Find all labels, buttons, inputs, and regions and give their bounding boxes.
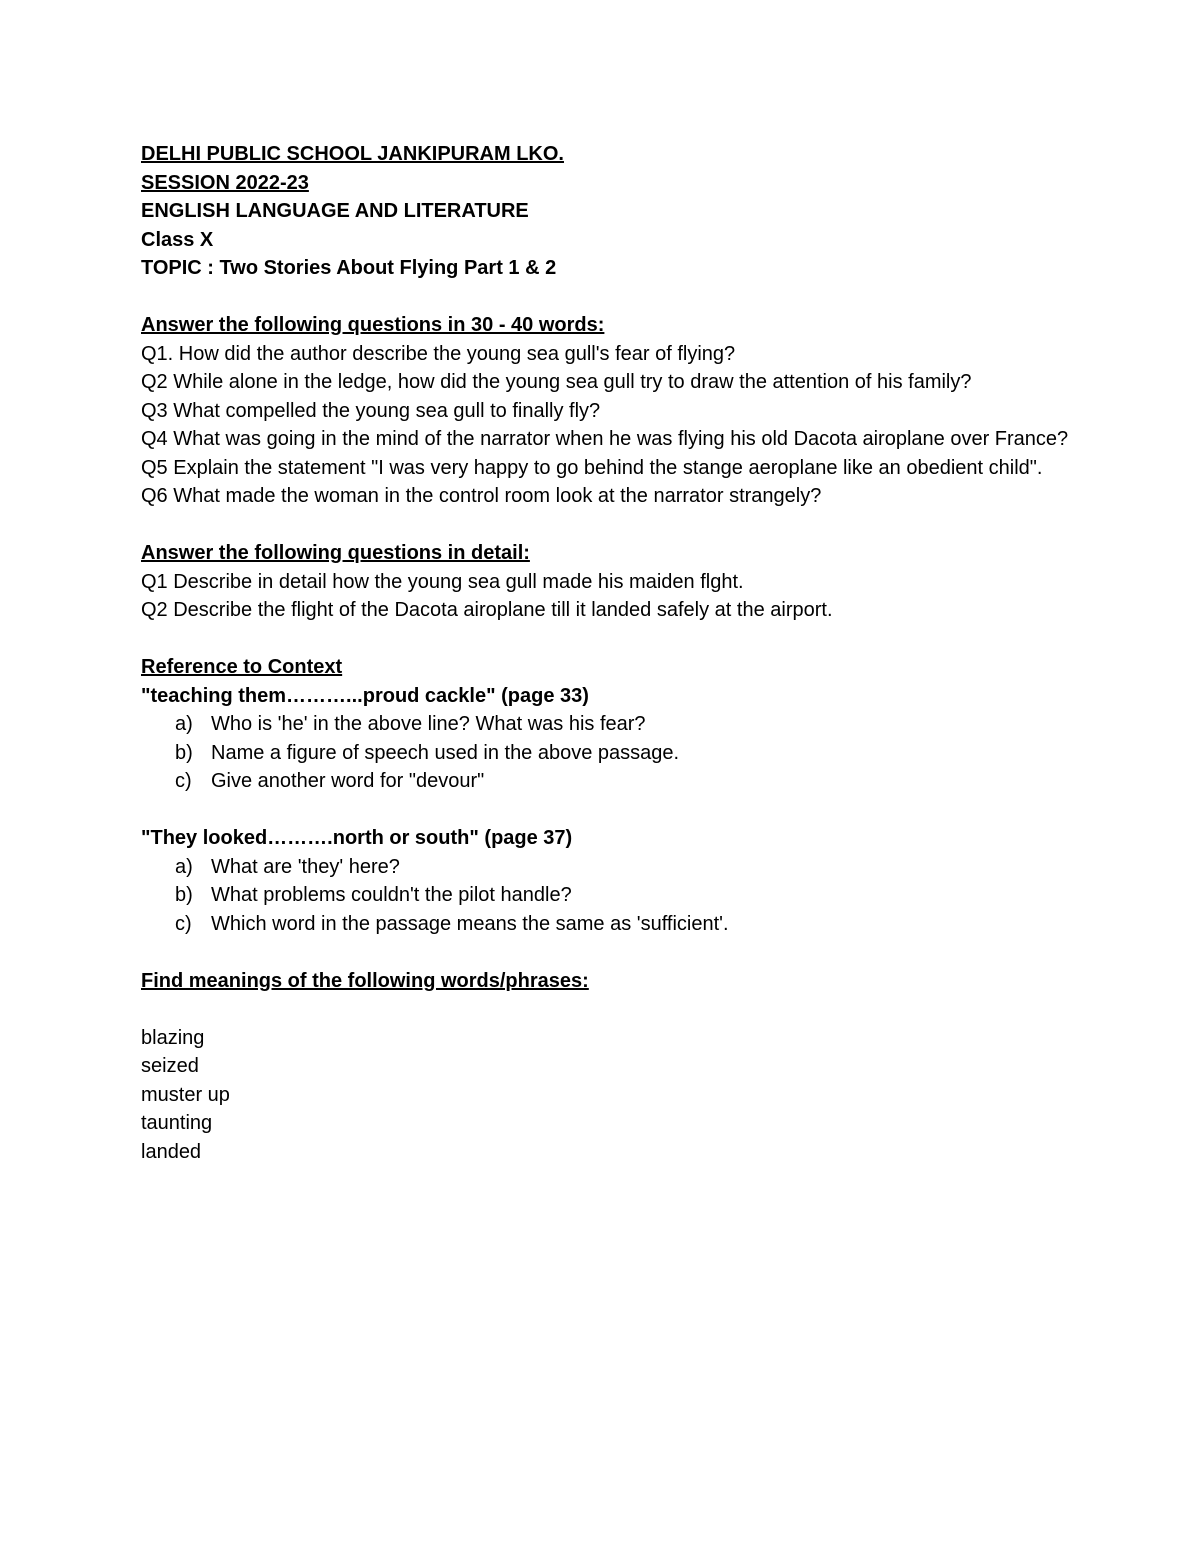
list-marker: b) (175, 884, 193, 906)
list-text: Give another word for "devour" (211, 770, 485, 792)
vocab-word: landed (141, 1140, 202, 1163)
long-answer-heading: Answer the following questions in detail: (141, 542, 530, 564)
short-answer-heading: Answer the following questions in 30 - 40 words: (141, 314, 605, 336)
list-marker: a) (175, 855, 193, 878)
list-marker: c) (175, 912, 192, 935)
extract-quote: "They looked……….north or south" (page 37) (141, 827, 573, 849)
list-text: Who is 'he' in the above line? What was his fear? (211, 713, 646, 735)
spacer (141, 511, 1081, 540)
extract-quote: "teaching them………...proud cackle" (page 33) (141, 684, 589, 707)
spacer (141, 625, 1081, 654)
spacer (141, 995, 1081, 1024)
list-text: Which word in the passage means the same as 'sufficient'. (211, 912, 729, 935)
short-question: Q5 Explain the statement "I was very happy to go behind the stange aeroplane like an obedient child". (141, 456, 1043, 479)
worksheet (141, 140, 1081, 1166)
list-marker: c) (175, 770, 192, 792)
list-text: Name a figure of speech used in the above passage. (211, 741, 680, 764)
short-question: Q6 What made the woman in the control room look at the narrator strangely? (141, 485, 822, 507)
vocab-word: muster up (141, 1083, 230, 1106)
short-question: Q3 What compelled the young sea gull to finally fly? (141, 399, 601, 422)
long-question: Q2 Describe the flight of the Dacota airoplane till it landed safely at the airport. (141, 599, 833, 621)
list-item (141, 881, 1081, 910)
short-question: Q4 What was going in the mind of the narrator when he was flying his old Dacota airoplane over France? (141, 428, 1069, 450)
long-question: Q1 Describe in detail how the young sea gull made his maiden flght. (141, 570, 744, 593)
list-item (141, 767, 1081, 796)
school-name: DELHI PUBLIC SCHOOL JANKIPURAM LKO. (141, 143, 564, 165)
list-marker: a) (175, 713, 193, 735)
short-question: Q2 While alone in the ledge, how did the young sea gull try to draw the attention of his family? (141, 371, 972, 393)
list-item (141, 910, 1081, 939)
vocab-word: blazing (141, 1026, 205, 1049)
list-marker: b) (175, 741, 193, 764)
session: SESSION 2022-23 (141, 171, 309, 194)
meanings-heading: Find meanings of the following words/phrases: (141, 969, 589, 992)
class-label: Class X (141, 228, 214, 251)
short-question: Q1. How did the author describe the young sea gull's fear of flying? (141, 342, 736, 365)
extract-questions (141, 853, 1081, 939)
spacer (141, 938, 1081, 967)
vocab-word: seized (141, 1055, 199, 1077)
topic: TOPIC : Two Stories About Flying Part 1 & 2 (141, 257, 557, 279)
list-item (141, 710, 1081, 739)
spacer (141, 283, 1081, 312)
list-item (141, 853, 1081, 882)
spacer (141, 796, 1081, 825)
list-text: What problems couldn't the pilot handle? (211, 884, 572, 906)
extract-questions (141, 710, 1081, 796)
list-text: What are 'they' here? (211, 855, 400, 878)
reference-heading: Reference to Context (141, 656, 343, 678)
subject: ENGLISH LANGUAGE AND LITERATURE (141, 200, 529, 222)
list-item (141, 739, 1081, 768)
vocab-word: taunting (141, 1112, 213, 1134)
